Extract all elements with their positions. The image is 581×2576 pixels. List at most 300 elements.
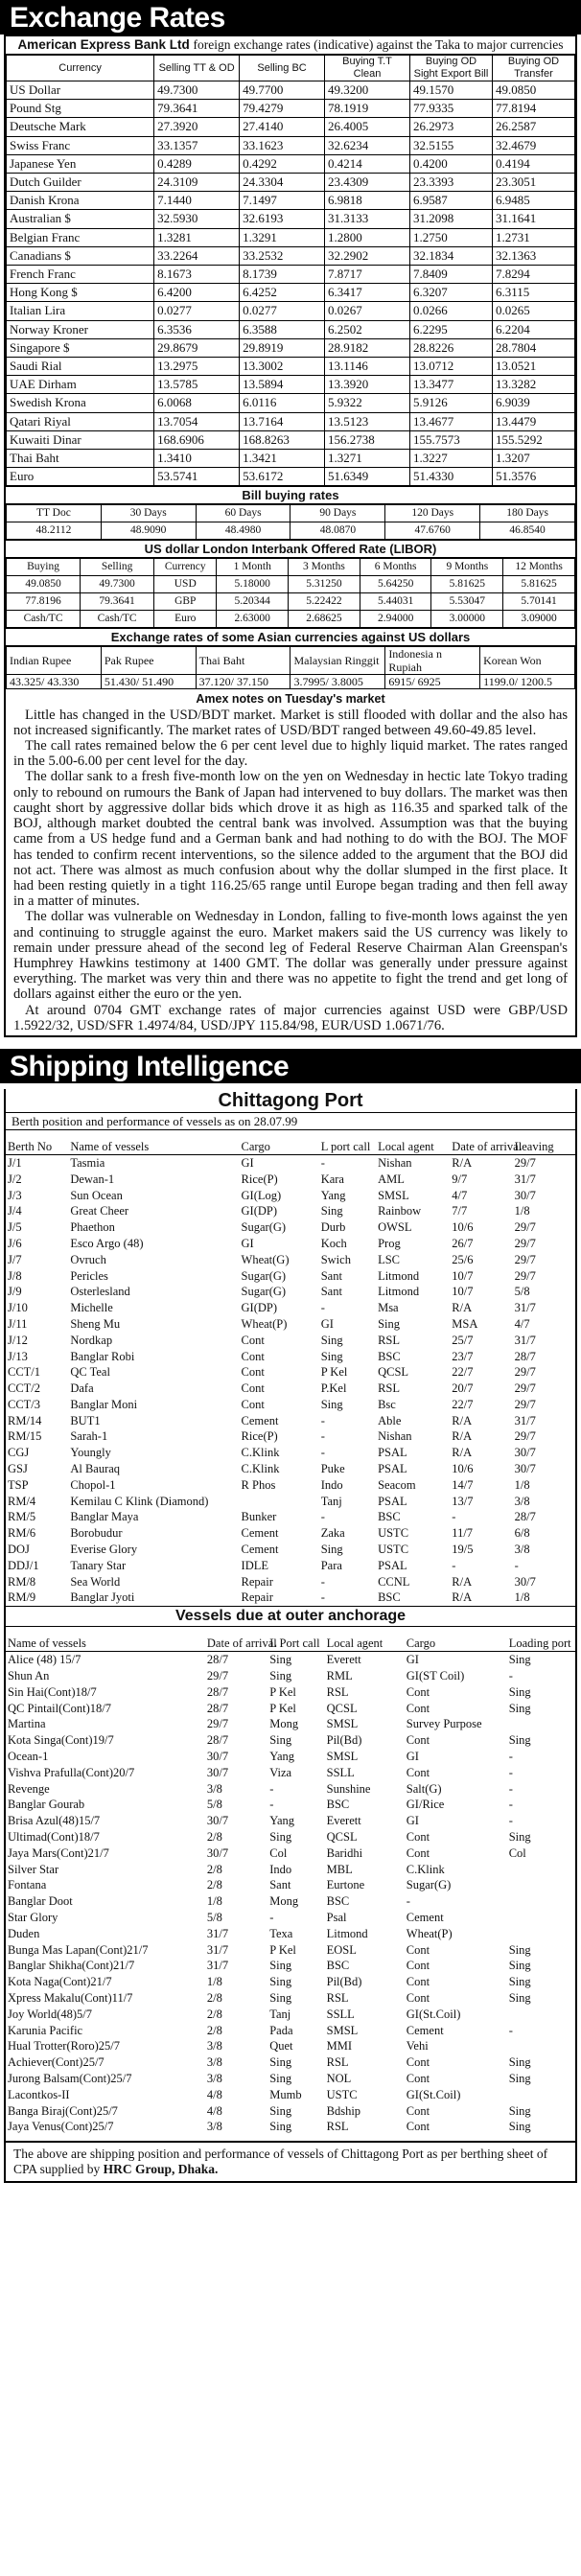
anchorage-cell: 30/7 — [206, 1845, 229, 1860]
anchorage-cell: Kota Singa(Cont)19/7 — [8, 1733, 114, 1748]
anchorage-column-header: Loading port — [508, 1636, 571, 1651]
asian-cell: 37.120/ 37.150 — [196, 675, 290, 689]
anchorage-cell: 3/8 — [206, 2039, 222, 2054]
market-notes — [6, 689, 575, 1034]
berth-cell: J/10 — [8, 1301, 28, 1315]
anchorage-cell: 28/7 — [206, 1701, 229, 1715]
berth-cell: Repair — [241, 1574, 273, 1589]
anchorage-cell: Jaya Venus(Cont)25/7 — [8, 2120, 114, 2134]
anchorage-cell: GI — [406, 1750, 419, 1764]
anchorage-cell: Sing — [508, 1684, 531, 1699]
berth-cell: Bsc — [378, 1397, 396, 1411]
berth-row — [6, 1236, 575, 1252]
anchorage-cell: Fontana — [8, 1878, 47, 1892]
anchorage-cell: Mong — [269, 1894, 299, 1909]
amex-rates-table — [6, 55, 575, 486]
anchorage-cell: - — [508, 1814, 513, 1828]
anchorage-row — [6, 1910, 575, 1926]
anchorage-cell: Sing — [269, 1669, 292, 1683]
anchorage-cell: Pada — [269, 2023, 293, 2037]
shipping-box — [4, 1089, 577, 2183]
rate-cell: 6.9485 — [492, 192, 574, 210]
berth-cell: R/A — [452, 1429, 473, 1444]
rate-cell: 13.4677 — [409, 412, 492, 430]
berth-cell: RSL — [378, 1333, 401, 1347]
anchorage-column-header: Date of arrival — [206, 1636, 277, 1651]
rate-cell: 32.2902 — [325, 246, 410, 265]
asian-cell: Indian Rupee — [7, 647, 102, 675]
rate-cell: 7.1497 — [240, 192, 325, 210]
rate-cell: 31.2098 — [409, 210, 492, 228]
bill-cell: TT Doc — [7, 505, 102, 522]
rate-cell: 0.0267 — [325, 302, 410, 320]
berth-cell: Bunker — [241, 1510, 277, 1524]
berth-row — [6, 1461, 575, 1477]
rate-cell: 6.2204 — [492, 320, 574, 338]
anchorage-cell: Cont — [406, 2120, 430, 2134]
rate-cell: 1.3291 — [240, 228, 325, 246]
berth-cell: 29/7 — [514, 1220, 536, 1235]
anchorage-cell: Viza — [269, 1765, 292, 1779]
berth-cell: Indo — [320, 1477, 343, 1492]
bill-buying-title: Bill buying rates — [6, 486, 575, 504]
berth-cell: Banglar Moni — [70, 1397, 138, 1411]
anchorage-cell: P Kel — [269, 1684, 296, 1699]
asian-cell: Thai Baht — [196, 647, 290, 675]
libor-cell: 5.44031 — [360, 593, 431, 611]
berth-cell: Para — [320, 1558, 342, 1572]
berth-cell: Ovruch — [70, 1252, 106, 1266]
rate-cell: Singapore $ — [7, 338, 154, 357]
anchorage-cell: 31/7 — [206, 1959, 229, 1973]
rates-column-header: Selling BC — [240, 56, 325, 81]
rate-cell: 168.8263 — [240, 430, 325, 449]
rate-cell: 51.3576 — [492, 468, 574, 486]
rate-row — [7, 320, 575, 338]
berth-cell: Dewan-1 — [70, 1172, 115, 1186]
rate-cell: 6.3588 — [240, 320, 325, 338]
rate-cell: 53.6172 — [240, 468, 325, 486]
anchorage-cell: Cement — [406, 1911, 444, 1924]
anchorage-cell: RSL — [326, 2120, 349, 2134]
berth-cell: J/11 — [8, 1316, 28, 1331]
berth-cell: RM/15 — [8, 1429, 42, 1444]
berth-cell: 31/7 — [514, 1301, 536, 1315]
rate-cell: 23.4309 — [325, 174, 410, 192]
berth-row — [6, 1316, 575, 1333]
anchorage-cell: MBL — [326, 1862, 353, 1876]
anchorage-cell: GI — [406, 1653, 419, 1667]
berth-row — [6, 1558, 575, 1574]
berth-row — [6, 1428, 575, 1445]
rate-cell: 8.1739 — [240, 266, 325, 284]
anchorage-row — [6, 1877, 575, 1893]
rate-cell: Qatari Riyal — [7, 412, 154, 430]
anchorage-cell: Duden — [8, 1926, 40, 1940]
anchorage-cell: Sin Hai(Cont)18/7 — [8, 1684, 97, 1699]
anchorage-cell: Cont — [406, 2055, 430, 2070]
rate-row — [7, 302, 575, 320]
anchorage-row — [6, 1797, 575, 1813]
anchorage-column-header: Cargo — [406, 1636, 436, 1651]
anchorage-cell: BSC — [326, 1894, 350, 1909]
rate-cell: 13.3002 — [240, 358, 325, 376]
libor-cell: 5.81625 — [431, 576, 503, 593]
berth-cell: Wheat(G) — [241, 1252, 290, 1266]
anchorage-cell: Sing — [269, 1990, 292, 2005]
anchorage-cell: Everett — [326, 1653, 361, 1667]
berth-row — [6, 1397, 575, 1413]
anchorage-row — [6, 2007, 575, 2023]
anchorage-cell: Sing — [269, 1653, 292, 1667]
anchorage-cell: Bdship — [326, 2103, 361, 2118]
rate-cell: 0.4194 — [492, 154, 574, 173]
rate-row — [7, 246, 575, 265]
berth-cell: 4/7 — [452, 1188, 468, 1202]
berth-cell: Cont — [241, 1381, 265, 1396]
berth-cell: Al Bauraq — [70, 1462, 121, 1476]
rate-cell: 77.9335 — [409, 100, 492, 118]
asian-cell: Indonesia n Rupiah — [385, 647, 480, 675]
berth-cell: Puke — [320, 1462, 345, 1476]
rate-cell: 6.3417 — [325, 284, 410, 302]
berth-cell: 30/7 — [514, 1462, 536, 1476]
rate-cell: 6.2295 — [409, 320, 492, 338]
anchorage-cell: Martina — [8, 1717, 46, 1731]
anchorage-cell: Star Glory — [8, 1911, 58, 1924]
bill-row — [7, 522, 575, 540]
libor-cell: 9 Months — [431, 559, 503, 576]
berth-cell: - — [320, 1413, 325, 1427]
berth-cell: 31/7 — [514, 1413, 536, 1427]
berth-cell: R/A — [452, 1155, 473, 1170]
anchorage-row — [6, 2054, 575, 2071]
anchorage-cell: Sing — [269, 1975, 292, 1989]
berth-cell: Litmond — [378, 1285, 420, 1299]
berth-cell: - — [452, 1510, 456, 1524]
rate-cell: Australian $ — [7, 210, 154, 228]
berth-cell: Seacom — [378, 1477, 416, 1492]
anchorage-cell: RML — [326, 1669, 353, 1683]
anchorage-cell: SSLL — [326, 1765, 355, 1779]
anchorage-cell: P Kel — [269, 1942, 296, 1957]
berth-cell: 3/8 — [514, 1543, 530, 1557]
anchorage-cell: Col — [508, 1845, 526, 1860]
berth-cell: R/A — [452, 1590, 473, 1605]
notes-title: Amex notes on Tuesday's market — [196, 692, 385, 707]
anchorage-cell: Wheat(P) — [406, 1926, 453, 1940]
berth-cell: BSC — [378, 1349, 401, 1363]
libor-row — [7, 576, 575, 593]
anchorage-cell: Mumb — [269, 2087, 302, 2101]
berth-cell: RM/4 — [8, 1494, 36, 1508]
rate-cell: 79.4279 — [240, 100, 325, 118]
libor-cell: 5.20344 — [217, 593, 289, 611]
rate-row — [7, 228, 575, 246]
berth-cell: 28/7 — [514, 1349, 536, 1363]
berth-row — [6, 1525, 575, 1542]
berth-cell: Cement — [241, 1526, 279, 1541]
libor-cell: 5.70141 — [503, 593, 575, 611]
berth-row — [6, 1219, 575, 1236]
exchange-rates-box — [4, 35, 577, 1037]
rate-cell: 6.9039 — [492, 394, 574, 412]
berth-cell: Banglar Maya — [70, 1510, 139, 1524]
berth-cell: GI(Log) — [241, 1188, 282, 1202]
anchorage-cell: Xpress Makalu(Cont)11/7 — [8, 1990, 133, 2005]
asian-rates-title: Exchange rates of some Asian currencies against US dollars — [6, 628, 575, 646]
rate-cell: 0.4214 — [325, 154, 410, 173]
anchorage-cell: Quet — [269, 2039, 293, 2054]
bill-cell: 120 Days — [385, 505, 480, 522]
rate-cell: 1.2800 — [325, 228, 410, 246]
anchorage-cell: Joy World(48)5/7 — [8, 2007, 92, 2021]
anchorage-cell: 30/7 — [206, 1750, 229, 1764]
rate-cell: 24.3109 — [154, 174, 240, 192]
berth-cell: Cont — [241, 1397, 265, 1411]
berth-cell — [240, 1494, 319, 1510]
rate-cell: Japanese Yen — [7, 154, 154, 173]
rate-cell: 8.1673 — [154, 266, 240, 284]
anchorage-cell: P Kel — [269, 1701, 296, 1715]
rate-row — [7, 358, 575, 376]
note-paragraph: At around 0704 GMT exchange rates of major currencies against USD were GBP/USD 1.5922/32, USD/SFR 1.4974/84, USD/JPY 115.84/98, EUR/USD 1.0671/76. — [13, 1002, 568, 1033]
berth-cell: 29/7 — [514, 1381, 536, 1396]
berth-cell: CCT/2 — [8, 1381, 41, 1396]
berth-cell: 10/6 — [452, 1220, 474, 1235]
libor-title: US dollar London Interbank Offered Rate (LIBOR) — [6, 540, 575, 558]
rate-row — [7, 174, 575, 192]
berth-cell: Durb — [320, 1220, 346, 1235]
anchorage-cell: SMSL — [326, 1717, 359, 1731]
anchorage-cell: Vishva Prafulla(Cont)20/7 — [8, 1765, 135, 1779]
anchorage-cell: Sing — [508, 1830, 531, 1845]
note-paragraph: The dollar sank to a fresh five-month low on the yen on Wednesday in hectic late Tokyo trading only to rebound on rumours the Bank of Japan had intervened to buy dollars. The market was then caught short by aggressive dollar bids which drove it as high as 116.35 and sparked talk of the BOJ, although market doubted the central bank was involved. Assumption was that the buying came from a US hedge fund and a German bank and had nothing to do with the BOJ. The MOF has tended to confirm recent interventions, so the silence added to the argument that the BOJ did not act. There was almost as much confusion about why the dollar slumped in the first place. It had been resting quietly in a tight 116.25/65 range until Europe began trading and then fell away in a matter of minutes. — [13, 769, 568, 910]
rate-cell: 5.9322 — [325, 394, 410, 412]
anchorage-cell — [507, 2087, 575, 2103]
rate-row — [7, 430, 575, 449]
anchorage-cell: Yang — [269, 1750, 295, 1764]
berth-cell: Rainbow — [378, 1204, 422, 1218]
berth-cell: Great Cheer — [70, 1204, 129, 1218]
rate-cell: 1.3207 — [492, 450, 574, 468]
berth-cell: Yang — [320, 1188, 346, 1202]
anchorage-cell: - — [508, 1798, 513, 1812]
berth-cell: 29/7 — [514, 1236, 536, 1250]
libor-cell: 3 Months — [289, 559, 360, 576]
rate-cell: French Franc — [7, 266, 154, 284]
anchorage-cell: Salt(G) — [406, 1781, 442, 1796]
berth-cell: J/2 — [8, 1172, 22, 1186]
rate-cell: 7.1440 — [154, 192, 240, 210]
rate-cell: 6.4252 — [240, 284, 325, 302]
rate-cell: Deutsche Mark — [7, 118, 154, 136]
bill-cell: 48.0870 — [290, 522, 385, 540]
libor-cell: Selling — [81, 559, 154, 576]
berth-cell: RSL — [378, 1381, 401, 1396]
berth-cell: USTC — [378, 1526, 409, 1541]
anchorage-cell: Kota Naga(Cont)21/7 — [8, 1975, 112, 1989]
anchorage-cell: 4/8 — [206, 2087, 222, 2101]
rate-cell: Euro — [7, 468, 154, 486]
rate-cell: 29.8919 — [240, 338, 325, 357]
anchorage-cell: Banglar Shikha(Cont)21/7 — [8, 1959, 135, 1973]
berth-cell: J/9 — [8, 1285, 22, 1299]
berth-cell: J/7 — [8, 1252, 22, 1266]
anchorage-cell: Baridhi — [326, 1845, 363, 1860]
rate-cell: 13.3282 — [492, 376, 574, 394]
rate-cell: 77.8194 — [492, 100, 574, 118]
rate-cell: 1.3271 — [325, 450, 410, 468]
berth-cell: R Phos — [241, 1477, 276, 1492]
anchorage-cell: Bunga Mas Lapan(Cont)21/7 — [8, 1942, 149, 1957]
anchorage-cell: 2/8 — [206, 1990, 222, 2005]
anchorage-cell: Sunshine — [326, 1781, 371, 1796]
berth-cell: Youngly — [70, 1446, 111, 1460]
anchorage-cell: 31/7 — [206, 1942, 229, 1957]
berth-cell: 13/7 — [452, 1494, 474, 1508]
berth-cell: 6/8 — [514, 1526, 530, 1541]
berth-cell: Tanary Star — [70, 1558, 127, 1572]
berth-cell: Tasmia — [70, 1155, 105, 1170]
rate-cell: Hong Kong $ — [7, 284, 154, 302]
note-paragraph: Little has changed in the USD/BDT market. Market is still flooded with dollar and the also has not increased significantly. The market rates of USD/BDT ranged between 49.60-49.85 level. — [13, 707, 568, 738]
bill-buying-table — [6, 504, 575, 540]
anchorage-cell: GI(ST Coil) — [406, 1669, 465, 1683]
rate-cell: 1.3281 — [154, 228, 240, 246]
anchorage-cell: Pil(Bd) — [326, 1975, 362, 1989]
berth-cell: GI(DP) — [241, 1301, 278, 1315]
bill-row — [7, 505, 575, 522]
berth-row — [6, 1188, 575, 1204]
libor-cell: Cash/TC — [7, 611, 81, 628]
anchorage-cell: - — [269, 1781, 274, 1796]
rate-cell: 29.8679 — [154, 338, 240, 357]
anchorage-cell: 31/7 — [206, 1926, 229, 1940]
berth-column-header: L port call — [320, 1139, 371, 1153]
rate-cell: Canadians $ — [7, 246, 154, 265]
anchorage-cell: - — [269, 1911, 274, 1924]
rate-cell: 156.2738 — [325, 430, 410, 449]
berth-cell: Prog — [378, 1236, 401, 1250]
berth-cell: - — [320, 1510, 325, 1524]
rate-cell: 0.0265 — [492, 302, 574, 320]
anchorage-row — [6, 2038, 575, 2054]
anchorage-row — [6, 1716, 575, 1732]
libor-table — [6, 558, 575, 628]
amex-bank-name: American Express Bank Ltd — [17, 37, 190, 52]
rate-cell: 32.5155 — [409, 136, 492, 154]
berth-row — [6, 1364, 575, 1381]
berth-cell: CCNL — [378, 1574, 410, 1589]
anchorage-cell: Sing — [269, 2071, 292, 2085]
footer-source: HRC Group, Dhaka. — [103, 2162, 219, 2177]
anchorage-cell: Cont — [406, 1765, 430, 1779]
libor-cell: 1 Month — [217, 559, 289, 576]
anchorage-row — [6, 1893, 575, 1910]
berth-cell: Sugar(G) — [241, 1220, 287, 1235]
anchorage-row — [6, 2103, 575, 2120]
berth-cell: 26/7 — [452, 1236, 474, 1250]
anchorage-title: Vessels due at outer anchorage — [6, 1606, 575, 1627]
bill-cell: 48.4980 — [196, 522, 290, 540]
berth-cell: 10/7 — [452, 1268, 474, 1283]
rate-cell: 32.1834 — [409, 246, 492, 265]
berth-cell: Cement — [241, 1543, 279, 1557]
rate-cell: 33.1357 — [154, 136, 240, 154]
rate-cell: Dutch Guilder — [7, 174, 154, 192]
asian-cell: 6915/ 6925 — [385, 675, 480, 689]
berth-cell: QCSL — [378, 1365, 409, 1380]
rate-cell: 32.5930 — [154, 210, 240, 228]
libor-row — [7, 593, 575, 611]
berth-cell: - — [320, 1446, 325, 1460]
anchorage-cell: Sing — [269, 2103, 292, 2118]
berth-cell: C.Klink — [241, 1462, 280, 1476]
rate-cell: US Dollar — [7, 81, 154, 100]
berth-cell: 11/7 — [452, 1526, 474, 1541]
rate-cell: 0.4200 — [409, 154, 492, 173]
berth-column-header: Leaving — [514, 1139, 554, 1153]
anchorage-cell: Cement — [406, 2023, 444, 2037]
berth-cell: Michelle — [70, 1301, 113, 1315]
berth-cell: 1/8 — [514, 1477, 530, 1492]
anchorage-cell: Cont — [406, 1959, 430, 1973]
anchorage-cell: Sing — [269, 2055, 292, 2070]
berth-cell: GSJ — [8, 1462, 28, 1476]
anchorage-cell: - — [508, 1765, 513, 1779]
anchorage-cell: QC Pintail(Cont)18/7 — [8, 1701, 111, 1715]
berth-cell: 29/7 — [514, 1365, 536, 1380]
anchorage-cell: Cont — [406, 2071, 430, 2085]
port-title: Chittagong Port — [218, 1089, 363, 1111]
libor-cell: Buying — [7, 559, 81, 576]
berth-cell: Esco Argo (48) — [70, 1236, 144, 1250]
anchorage-column-header: Name of vessels — [8, 1636, 86, 1651]
rate-cell: 13.1146 — [325, 358, 410, 376]
libor-cell: 2.94000 — [360, 611, 431, 628]
berth-cell: R/A — [452, 1446, 473, 1460]
berth-cell: PSAL — [378, 1446, 407, 1460]
berth-cell: - — [514, 1558, 519, 1572]
berth-cell: 22/7 — [452, 1365, 474, 1380]
berth-cell: PSAL — [378, 1494, 407, 1508]
rates-column-header: Buying OD Transfer — [492, 56, 574, 81]
berth-row — [6, 1509, 575, 1525]
berth-row — [6, 1268, 575, 1285]
anchorage-cell: BSC — [326, 1959, 350, 1973]
libor-cell: 5.31250 — [289, 576, 360, 593]
rate-cell: 0.0277 — [154, 302, 240, 320]
amex-subtitle: foreign exchange rates (indicative) against the Taka to major currencies — [193, 37, 564, 52]
anchorage-cell: MMI — [326, 2039, 353, 2054]
berth-row — [6, 1154, 575, 1171]
anchorage-cell: Silver Star — [8, 1862, 59, 1876]
berth-cell: Sun Ocean — [70, 1188, 123, 1202]
anchorage-row — [6, 1684, 575, 1701]
berth-cell: RM/8 — [8, 1574, 36, 1589]
rate-row — [7, 100, 575, 118]
anchorage-cell: QCSL — [326, 1830, 358, 1845]
berth-cell: BSC — [378, 1590, 401, 1605]
anchorage-row — [6, 2023, 575, 2039]
rate-cell: 78.1919 — [325, 100, 410, 118]
footer-text: The above are shipping position and performance of vessels of Chittagong Port as per berthing sheet of CPA supplied by — [13, 2147, 548, 2177]
rates-column-header: Selling TT & OD — [154, 56, 240, 81]
anchorage-cell: 28/7 — [206, 1733, 229, 1748]
rate-cell: 49.3200 — [325, 81, 410, 100]
berth-cell: IDLE — [241, 1558, 268, 1572]
